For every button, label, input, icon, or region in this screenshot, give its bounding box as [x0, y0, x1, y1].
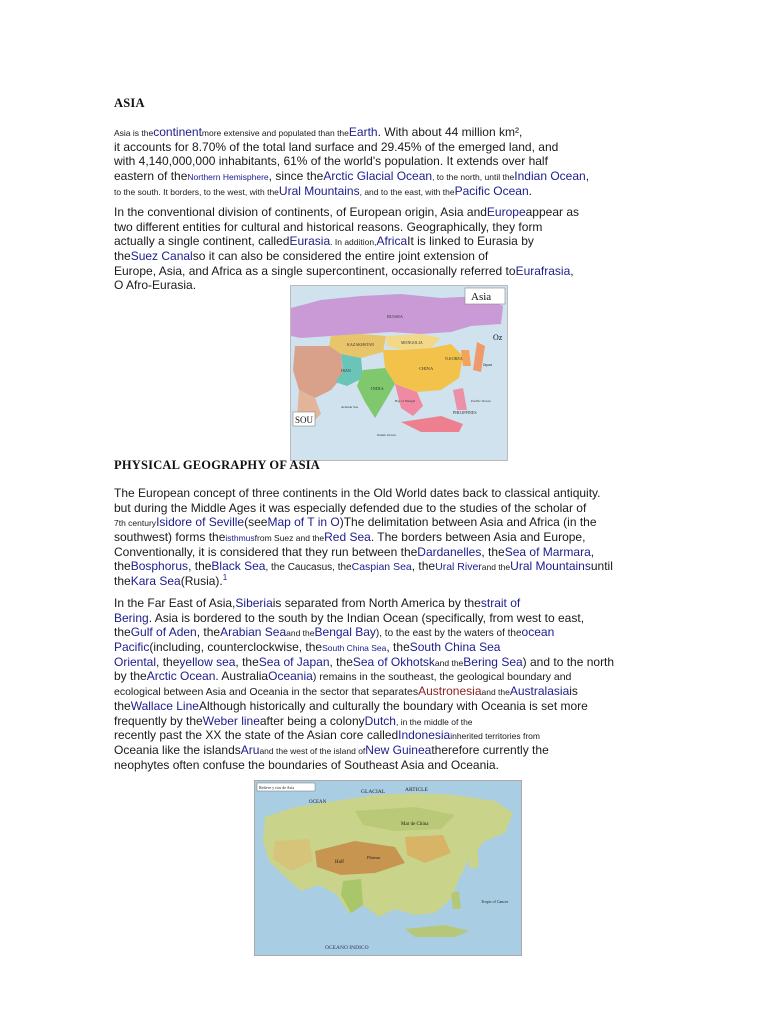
text-line: Conventionally, it is considered that they run between theDardanelles, theSea of Marmara,	[114, 544, 595, 559]
link-bengal-bay[interactable]: Bengal Bay	[314, 625, 376, 640]
link-oceania[interactable]: Oceania	[268, 669, 313, 684]
text-line: Oriental, theyellow sea, theSea of Japan, theSea of Okhotskand theBering Sea) and to the north	[114, 654, 615, 669]
text-line: 7th centuryIsidore of Seville(seeMap of T in O)The delimitation between Asia and Africa (in the	[114, 515, 597, 530]
text-line: actually a single continent, calledEurasia. In addition,AfricaIt is linked to Eurasia by	[114, 234, 534, 249]
label-bay-of-bengal: Bay of Bengal	[395, 399, 416, 403]
link-earth[interactable]: Earth	[348, 125, 378, 139]
text-line: Bering. Asia is bordered to the south by the Indian Ocean (specifically, from west to east,	[114, 610, 585, 625]
label-japan: Japan	[483, 362, 493, 367]
link-australasia[interactable]: Australasia	[509, 684, 570, 699]
link-suez-canal[interactable]: Suez Canal	[130, 249, 193, 264]
text-line: neophytes often confuse the boundaries of Southeast Asia and Oceania.	[114, 757, 499, 772]
text-line: it accounts for 8.70% of the total land surface and 29.45% of the emerged land, and	[114, 139, 559, 154]
label-tropic: Tropic of Cancer	[481, 899, 509, 904]
label-plateau: Plateau	[367, 855, 381, 860]
link-black-sea[interactable]: Black Sea	[211, 559, 266, 574]
label-china-sea: Mar de China	[401, 822, 429, 827]
text-line: Asia is thecontinentmore extensive and populated than theEarth. With about 44 million km²,	[114, 125, 523, 139]
link-wallace-line[interactable]: Wallace Line	[130, 698, 199, 713]
paragraph-far-east	[114, 596, 674, 772]
link-strait-of-bering[interactable]: strait of	[480, 596, 521, 610]
asia-relief-map-graphic	[255, 781, 521, 955]
link-ural-mountains[interactable]: Ural Mountains	[278, 183, 360, 198]
link-weber-line[interactable]: Weber line	[202, 713, 260, 728]
text-line: Oceania like the islandsAruand the west of the island ofNew Guineatherefore currently the	[114, 742, 549, 757]
link-yellow-sea[interactable]: yellow sea	[179, 654, 236, 669]
text-line: theKara Sea(Rusia).$^1$	[114, 573, 228, 589]
map-side-label: Oz	[493, 333, 503, 342]
link-siberia[interactable]: Siberia	[235, 596, 273, 610]
paragraph-division	[114, 205, 674, 293]
link-northern-hemisphere[interactable]: Northern Hemisphere	[187, 172, 269, 183]
link-europe[interactable]: Europe	[486, 205, 526, 219]
text-line: two different entities for cultural and historical reasons. Geographically, they form	[114, 219, 543, 234]
text-line: ecological between Asia and Oceania in the sector that separatesAustronesiaand theAustralasiais	[114, 684, 578, 699]
link-continent[interactable]: continent	[153, 125, 202, 139]
label-china: CHINA	[419, 366, 434, 371]
map-header: Relieve y rios de Asia	[259, 785, 295, 790]
link-eurasia[interactable]: Eurasia	[289, 234, 331, 249]
label-ocean: OCEAN	[309, 800, 327, 805]
link-new-guinea[interactable]: New Guinea	[365, 742, 432, 757]
label-nkorea: N.KOREA	[445, 356, 463, 361]
label-philippines: PHILIPPINES	[453, 410, 477, 415]
link-ural-river[interactable]: Ural River	[435, 561, 482, 574]
label-half: Half	[335, 860, 344, 865]
link-indonesia[interactable]: Indonesia	[398, 728, 451, 743]
label-glacial: GLACIAL	[361, 789, 386, 795]
link-pacific-ocean[interactable]: Pacific Ocean	[454, 183, 529, 198]
text-line: theWallace LineAlthough historically and culturally the boundary with Oceania is set more	[114, 698, 588, 713]
link-arabian-sea[interactable]: Arabian Sea	[220, 625, 287, 640]
text-line: eastern of theNorthern Hemisphere, since theArctic Glacial Ocean, to the north, until theIndian Ocean,	[114, 169, 590, 184]
link-bering[interactable]: Bering	[114, 610, 149, 625]
link-ocean[interactable]: ocean	[521, 625, 555, 640]
link-kara-sea[interactable]: Kara Sea	[130, 574, 181, 589]
link-caspian-sea[interactable]: Caspian Sea	[351, 561, 412, 574]
text-line: theSuez Canalso it can also be considered the entire joint extension of	[114, 249, 489, 264]
text-line: by theArctic Ocean. AustraliaOceania) remains in the southeast, the geological boundary and	[114, 669, 572, 684]
text-line: Europe, Asia, and Africa as a single supercontinent, occasionally referred toEurafrasia,	[114, 263, 574, 278]
link-arctic-glacial-ocean[interactable]: Arctic Glacial Ocean	[323, 169, 433, 184]
paragraph-three-continents	[114, 486, 674, 589]
label-pacific-ocean: Pacific Ocean	[471, 399, 491, 403]
text-line: recently past the XX the state of the Asian core calledIndonesiainherited territories from	[114, 728, 540, 743]
asia-political-map	[290, 285, 508, 461]
label-iran: IRAN	[341, 368, 351, 373]
link-sea-of-okhotsk[interactable]: Sea of Okhotsk	[352, 654, 435, 669]
link-map-of-t-in-o[interactable]: Map of T in O	[267, 515, 340, 530]
text-line: theGulf of Aden, theArabian Seaand theBengal Bay), to the east by the waters of theocean	[114, 625, 555, 640]
label-indian-ocean: Indian Ocean	[377, 433, 396, 437]
text-line: O Afro-Eurasia.	[114, 278, 197, 293]
link-ural-mountains-2[interactable]: Ural Mountains	[510, 559, 591, 574]
link-aru[interactable]: Aru	[240, 742, 260, 757]
label-article: ARTICLE	[405, 787, 428, 793]
link-bering-sea[interactable]: Bering Sea	[463, 654, 523, 669]
text-line: to the south. It borders, to the west, with theUral Mountains, and to the east, with thePacific Ocean.	[114, 183, 532, 198]
text-line: frequently by theWeber lineafter being a colonyDutch, in the middle of the	[114, 713, 473, 728]
section-heading-asia: ASIA	[114, 96, 145, 110]
link-isidore-of-seville[interactable]: Isidore of Seville	[156, 515, 245, 530]
link-pacific[interactable]: Pacific	[114, 640, 150, 655]
text-line: but during the Middle Ages it was especially defended due to the studies of the scholar of	[114, 500, 587, 515]
link-south-china-sea[interactable]: South China Sea	[322, 643, 387, 654]
link-red-sea[interactable]: Red Sea	[324, 530, 371, 545]
paragraph-intro	[114, 125, 674, 198]
link-arctic-ocean[interactable]: Arctic Ocean	[146, 669, 216, 684]
label-russia: RUSSIA	[387, 314, 404, 319]
link-sea-of-marmara[interactable]: Sea of Marmara	[504, 544, 591, 559]
link-oriental[interactable]: Oriental	[114, 654, 157, 669]
link-gulf-of-aden[interactable]: Gulf of Aden	[130, 625, 197, 640]
map-title: Asia	[471, 291, 492, 303]
label-kazakhstan: KAZAKHSTAN	[347, 342, 375, 347]
label-indian-ocean: OCEANO INDICO	[325, 945, 369, 951]
label-india: INDIA	[371, 386, 384, 391]
label-arabian-sea: Arabian Sea	[341, 405, 359, 409]
text-line: theBosphorus, theBlack Sea, the Caucasus, theCaspian Sea, theUral Riverand theUral Mountainsuntil	[114, 559, 613, 574]
link-sea-of-japan[interactable]: Sea of Japan	[258, 654, 330, 669]
text-line: Pacific(including, counterclockwise, theSouth China Sea, theSouth China Sea	[114, 640, 501, 655]
link-africa[interactable]: Africa	[376, 234, 408, 249]
text-line: In the conventional division of continents, of European origin, Asia andEuropeappear as	[114, 205, 579, 219]
text-line: southwest) forms theisthmusfrom Suez and theRed Sea. The borders between Asia and Europe,	[114, 530, 586, 545]
footnote-link[interactable]: 1	[222, 573, 228, 583]
link-austronesia[interactable]: Austronesia	[418, 684, 482, 699]
label-mongolia: MONGOLIA	[401, 340, 423, 345]
section-heading-physical-geography: PHYSICAL GEOGRAPHY OF ASIA	[114, 458, 321, 472]
text-line: with 4,140,000,000 inhabitants, 61% of the world's population. It extends over half	[114, 154, 548, 169]
text-line: In the Far East of Asia,Siberiais separated from North America by thestrait of	[114, 596, 521, 610]
link-dutch[interactable]: Dutch	[364, 713, 396, 728]
asia-relief-map	[254, 780, 522, 956]
asia-political-map-graphic	[291, 286, 507, 460]
link-bosphorus[interactable]: Bosphorus	[130, 559, 189, 574]
map-inset-label: SOU	[295, 415, 314, 425]
link-isthmus[interactable]: isthmus	[225, 533, 255, 544]
text-line: The European concept of three continents in the Old World dates back to classical antiquity.	[114, 486, 601, 500]
link-eurafrasia[interactable]: Eurafrasia	[515, 263, 571, 278]
link-dardanelles[interactable]: Dardanelles	[417, 544, 482, 559]
link-indian-ocean[interactable]: Indian Ocean	[514, 169, 586, 184]
link-south-china-sea-2[interactable]: South China Sea	[409, 640, 501, 655]
